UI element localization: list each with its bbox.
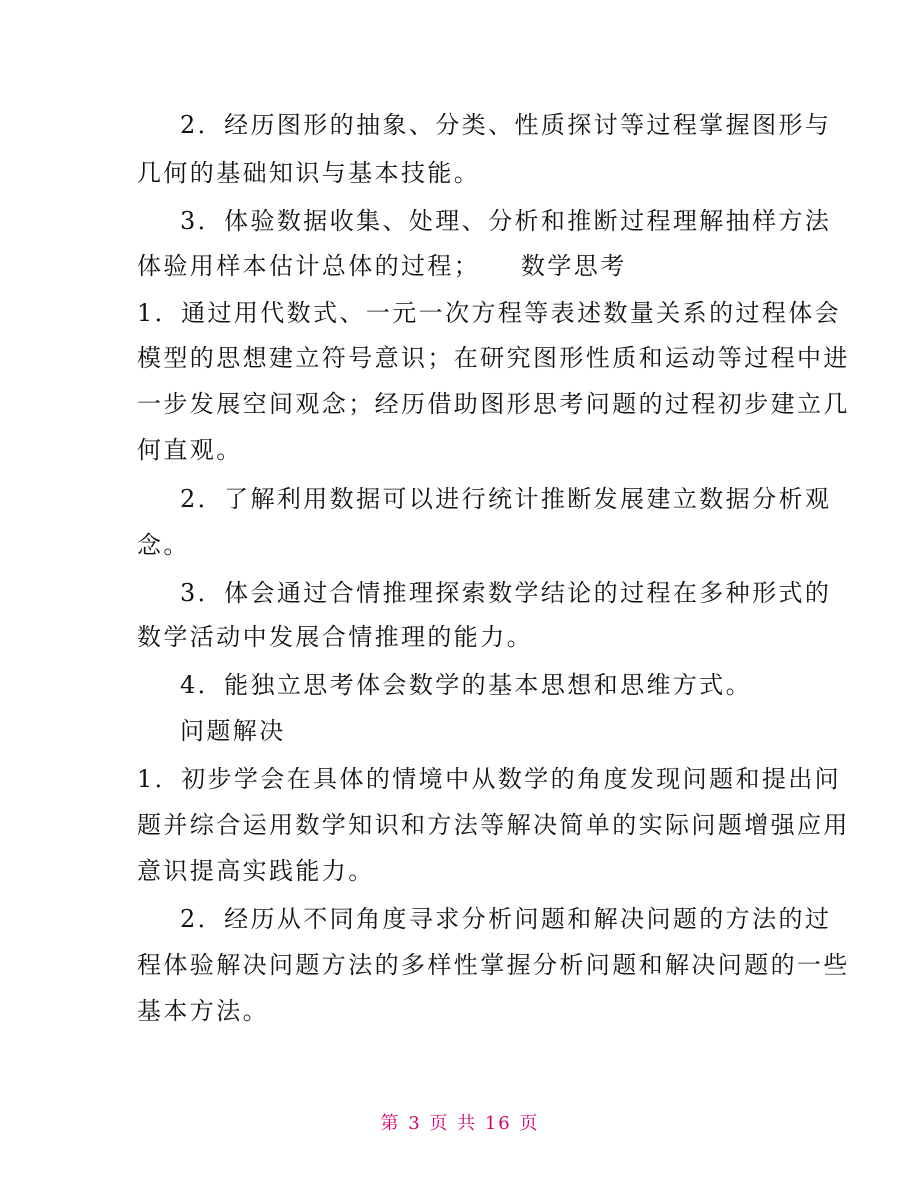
paragraph-line: 念。 — [137, 531, 190, 559]
paragraph-line: 意识提高实践能力。 — [137, 857, 375, 885]
paragraph-line: 2．了解利用数据可以进行统计推断发展建立数据分析观 — [180, 485, 832, 513]
paragraph-line: 程体验解决问题方法的多样性掌握分析问题和解决问题的一些 — [137, 951, 850, 979]
paragraph-line: 4．能独立思考体会数学的基本思想和思维方式。 — [180, 671, 753, 699]
paragraph-line: 2．经历从不同角度寻求分析问题和解决问题的方法的过 — [180, 905, 832, 933]
paragraph-line: 一步发展空间观念；经历借助图形思考问题的过程初步建立几 — [137, 390, 850, 418]
paragraph-line: 模型的思想建立符号意识；在研究图形性质和运动等过程中进 — [137, 344, 850, 372]
paragraph-line: 1．通过用代数式、一元一次方程等表述数量关系的过程体会 — [137, 299, 842, 327]
paragraph-line: 体验用样本估计总体的过程； 数学思考 — [137, 252, 627, 280]
paragraph-line: 1．初步学会在具体的情境中从数学的角度发现问题和提出问 — [137, 765, 842, 793]
paragraph-line: 2．经历图形的抽象、分类、性质探讨等过程掌握图形与 — [180, 111, 832, 139]
paragraph-line: 3．体会通过合情推理探索数学结论的过程在多种形式的 — [180, 579, 832, 607]
paragraph-line: 几何的基础知识与基本技能。 — [137, 159, 481, 187]
paragraph-line: 题并综合运用数学知识和方法等解决简单的实际问题增强应用 — [137, 811, 850, 839]
paragraph-line: 基本方法。 — [137, 997, 269, 1025]
section-heading: 问题解决 — [180, 717, 286, 745]
paragraph-line: 3．体验数据收集、处理、分析和推断过程理解抽样方法 — [180, 207, 832, 235]
paragraph-line: 数学活动中发展合情推理的能力。 — [137, 623, 533, 651]
page-number-footer: 第 3 页 共 16 页 — [380, 1113, 540, 1134]
paragraph-line: 何直观。 — [137, 436, 243, 464]
